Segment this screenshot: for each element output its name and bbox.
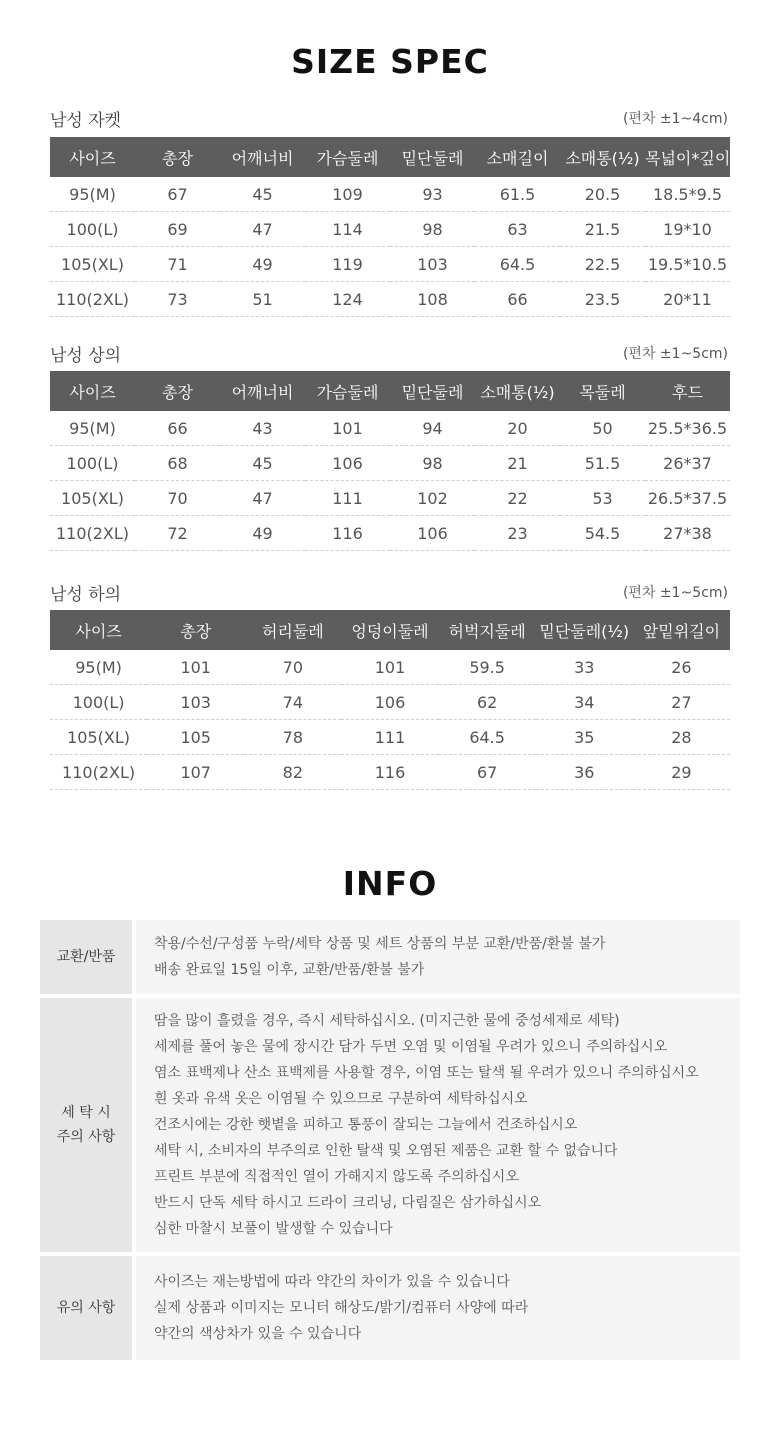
measurement-cell: 29 — [633, 755, 730, 790]
info-table — [40, 920, 740, 1360]
measurement-cell: 107 — [147, 755, 244, 790]
column-header: 소매통(½) — [560, 137, 645, 177]
info-title: INFO — [342, 864, 438, 903]
column-header: 사이즈 — [50, 610, 147, 650]
measurement-cell: 101 — [305, 411, 390, 446]
column-header: 엉덩이둘레 — [341, 610, 438, 650]
info-line: 프린트 부분에 직접적인 열이 가해지지 않도록 주의하십시오 — [154, 1169, 519, 1185]
info-line: 심한 마찰시 보풀이 발생할 수 있습니다 — [154, 1221, 393, 1237]
column-header: 밑단둘레 — [390, 137, 475, 177]
size-cell: 100(L) — [50, 212, 135, 247]
measurement-cell: 71 — [135, 247, 220, 282]
measurement-cell: 119 — [305, 247, 390, 282]
measurement-cell: 27 — [633, 685, 730, 720]
column-header: 총장 — [147, 610, 244, 650]
size-cell: 100(L) — [50, 685, 147, 720]
column-header: 허리둘레 — [244, 610, 341, 650]
measurement-cell: 27*38 — [645, 516, 730, 551]
size-cell: 110(2XL) — [50, 516, 135, 551]
column-header: 소매길이 — [475, 137, 560, 177]
measurement-cell: 74 — [244, 685, 341, 720]
measurement-cell: 66 — [475, 282, 560, 317]
info-line: 건조시에는 강한 햇볕을 피하고 통풍이 잘되는 그늘에서 건조하십시오 — [154, 1117, 578, 1133]
column-header: 후드 — [645, 371, 730, 411]
info-line: 세탁 시, 소비자의 부주의로 인한 탈색 및 오염된 제품은 교환 할 수 없습니다 — [154, 1143, 618, 1159]
info-label-line: 교환/반품 — [56, 949, 116, 965]
measurement-cell: 116 — [305, 516, 390, 551]
column-header: 가슴둘레 — [305, 371, 390, 411]
measurement-cell: 67 — [135, 177, 220, 212]
measurement-cell: 19.5*10.5 — [645, 247, 730, 282]
measurement-cell: 106 — [305, 446, 390, 481]
info-label-exchange — [40, 920, 136, 998]
column-header: 어깨너비 — [220, 137, 305, 177]
measurement-cell: 111 — [305, 481, 390, 516]
info-label-line: 세 탁 시 — [61, 1105, 111, 1121]
measurement-cell: 45 — [220, 177, 305, 212]
measurement-cell: 78 — [244, 720, 341, 755]
measurement-cell: 22.5 — [560, 247, 645, 282]
measurement-cell: 43 — [220, 411, 305, 446]
table-row — [50, 247, 730, 282]
column-header: 밑단둘레(½) — [536, 610, 633, 650]
table-row — [50, 282, 730, 317]
column-header: 가슴둘레 — [305, 137, 390, 177]
info-line: 배송 완료일 15일 이후, 교환/반품/환불 불가 — [154, 962, 425, 978]
measurement-cell: 64.5 — [439, 720, 536, 755]
measurement-cell: 33 — [536, 650, 633, 685]
size-cell: 95(M) — [50, 177, 135, 212]
measurement-cell: 54.5 — [560, 516, 645, 551]
measurement-cell: 98 — [390, 212, 475, 247]
measurement-cell: 26 — [633, 650, 730, 685]
table-row — [50, 516, 730, 551]
measurement-cell: 49 — [220, 247, 305, 282]
measurement-cell: 124 — [305, 282, 390, 317]
measurement-cell: 20.5 — [560, 177, 645, 212]
info-row-washing — [40, 998, 740, 1256]
measurement-cell: 35 — [536, 720, 633, 755]
measurement-cell: 51 — [220, 282, 305, 317]
column-header: 소매통(½) — [475, 371, 560, 411]
measurement-cell: 67 — [439, 755, 536, 790]
measurement-cell: 20*11 — [645, 282, 730, 317]
info-line: 반드시 단독 세탁 하시고 드라이 크리닝, 다림질은 삼가하십시오 — [154, 1195, 542, 1211]
measurement-cell: 66 — [135, 411, 220, 446]
measurement-cell: 47 — [220, 481, 305, 516]
measurement-cell: 47 — [220, 212, 305, 247]
measurement-cell: 73 — [135, 282, 220, 317]
size-cell: 105(XL) — [50, 247, 135, 282]
measurement-cell: 98 — [390, 446, 475, 481]
measurement-cell: 18.5*9.5 — [645, 177, 730, 212]
info-line: 세제를 풀어 놓은 물에 장시간 담가 두면 오염 및 이염될 우려가 있으니 주의하십시오 — [154, 1039, 668, 1055]
measurement-cell: 23.5 — [560, 282, 645, 317]
bottom-tolerance-note: (편차 ±1~5cm) — [622, 585, 728, 601]
measurement-cell: 70 — [244, 650, 341, 685]
size-cell: 105(XL) — [50, 481, 135, 516]
size-cell: 110(2XL) — [50, 282, 135, 317]
column-header: 총장 — [135, 137, 220, 177]
measurement-cell: 28 — [633, 720, 730, 755]
measurement-cell: 72 — [135, 516, 220, 551]
info-label-notice — [40, 1256, 136, 1360]
jacket-header-row — [50, 137, 730, 177]
table-row — [50, 650, 730, 685]
measurement-cell: 106 — [390, 516, 475, 551]
measurement-cell: 26.5*37.5 — [645, 481, 730, 516]
bottom-header-row — [50, 610, 730, 650]
info-line: 사이즈는 재는방법에 따라 약간의 차이가 있을 수 있습니다 — [154, 1274, 510, 1290]
measurement-cell: 116 — [341, 755, 438, 790]
measurement-cell: 49 — [220, 516, 305, 551]
table-row — [50, 446, 730, 481]
column-header: 밑단둘레 — [390, 371, 475, 411]
measurement-cell: 63 — [475, 212, 560, 247]
size-cell: 110(2XL) — [50, 755, 147, 790]
info-line: 약간의 색상차가 있을 수 있습니다 — [154, 1326, 362, 1342]
table-row — [50, 755, 730, 790]
measurement-cell: 50 — [560, 411, 645, 446]
table-row — [50, 481, 730, 516]
measurement-cell: 111 — [341, 720, 438, 755]
size-cell: 95(M) — [50, 411, 135, 446]
measurement-cell: 22 — [475, 481, 560, 516]
jacket-section-title: 남성 자켓 — [50, 111, 122, 131]
column-header: 사이즈 — [50, 371, 135, 411]
measurement-cell: 94 — [390, 411, 475, 446]
measurement-cell: 70 — [135, 481, 220, 516]
measurement-cell: 51.5 — [560, 446, 645, 481]
info-row-notice — [40, 1256, 740, 1360]
column-header: 앞밑위길이 — [633, 610, 730, 650]
info-value-exchange — [136, 920, 740, 998]
info-label-line: 주의 사항 — [56, 1129, 116, 1145]
info-row-exchange — [40, 920, 740, 998]
info-value-washing — [136, 998, 740, 1256]
info-line: 착용/수선/구성품 누락/세탁 상품 및 세트 상품의 부분 교환/반품/환불 불가 — [154, 936, 606, 952]
size-cell: 100(L) — [50, 446, 135, 481]
measurement-cell: 21.5 — [560, 212, 645, 247]
top-header-row — [50, 371, 730, 411]
table-row — [50, 685, 730, 720]
measurement-cell: 19*10 — [645, 212, 730, 247]
jacket-size-table — [50, 137, 730, 317]
table-row — [50, 411, 730, 446]
column-header: 총장 — [135, 371, 220, 411]
column-header: 어깨너비 — [220, 371, 305, 411]
info-line: 땀을 많이 흘렸을 경우, 즉시 세탁하십시오. (미지근한 물에 중성세제로 세탁) — [154, 1013, 620, 1029]
measurement-cell: 36 — [536, 755, 633, 790]
measurement-cell: 101 — [147, 650, 244, 685]
bottom-size-table — [50, 610, 730, 790]
column-header: 목넓이*깊이 — [645, 137, 730, 177]
info-line: 흰 옷과 유색 옷은 이염될 수 있으므로 구분하여 세탁하십시오 — [154, 1091, 528, 1107]
measurement-cell: 64.5 — [475, 247, 560, 282]
top-section-title: 남성 상의 — [50, 346, 122, 366]
info-label-washing — [40, 998, 136, 1256]
measurement-cell: 101 — [341, 650, 438, 685]
bottom-section-title: 남성 하의 — [50, 585, 122, 605]
size-spec-title: SIZE SPEC — [291, 42, 489, 81]
measurement-cell: 23 — [475, 516, 560, 551]
measurement-cell: 34 — [536, 685, 633, 720]
measurement-cell: 59.5 — [439, 650, 536, 685]
size-cell: 105(XL) — [50, 720, 147, 755]
column-header: 허벅지둘레 — [439, 610, 536, 650]
measurement-cell: 53 — [560, 481, 645, 516]
jacket-tolerance-note: (편차 ±1~4cm) — [622, 111, 728, 127]
measurement-cell: 93 — [390, 177, 475, 212]
measurement-cell: 82 — [244, 755, 341, 790]
top-tolerance-note: (편차 ±1~5cm) — [622, 346, 728, 362]
measurement-cell: 45 — [220, 446, 305, 481]
measurement-cell: 20 — [475, 411, 560, 446]
measurement-cell: 26*37 — [645, 446, 730, 481]
measurement-cell: 62 — [439, 685, 536, 720]
measurement-cell: 25.5*36.5 — [645, 411, 730, 446]
measurement-cell: 103 — [390, 247, 475, 282]
table-row — [50, 212, 730, 247]
measurement-cell: 105 — [147, 720, 244, 755]
info-value-notice — [136, 1256, 740, 1360]
info-line: 실제 상품과 이미지는 모니터 해상도/밝기/컴퓨터 사양에 따라 — [154, 1300, 529, 1316]
info-line: 염소 표백제나 산소 표백제를 사용할 경우, 이염 또는 탈색 될 우려가 있으니 주의하십시오 — [154, 1065, 699, 1081]
measurement-cell: 109 — [305, 177, 390, 212]
top-size-table — [50, 371, 730, 551]
measurement-cell: 102 — [390, 481, 475, 516]
measurement-cell: 68 — [135, 446, 220, 481]
info-label-line: 유의 사항 — [56, 1300, 116, 1316]
measurement-cell: 61.5 — [475, 177, 560, 212]
measurement-cell: 114 — [305, 212, 390, 247]
measurement-cell: 21 — [475, 446, 560, 481]
measurement-cell: 106 — [341, 685, 438, 720]
column-header: 사이즈 — [50, 137, 135, 177]
table-row — [50, 177, 730, 212]
size-cell: 95(M) — [50, 650, 147, 685]
table-row — [50, 720, 730, 755]
measurement-cell: 69 — [135, 212, 220, 247]
measurement-cell: 103 — [147, 685, 244, 720]
column-header: 목둘레 — [560, 371, 645, 411]
measurement-cell: 108 — [390, 282, 475, 317]
